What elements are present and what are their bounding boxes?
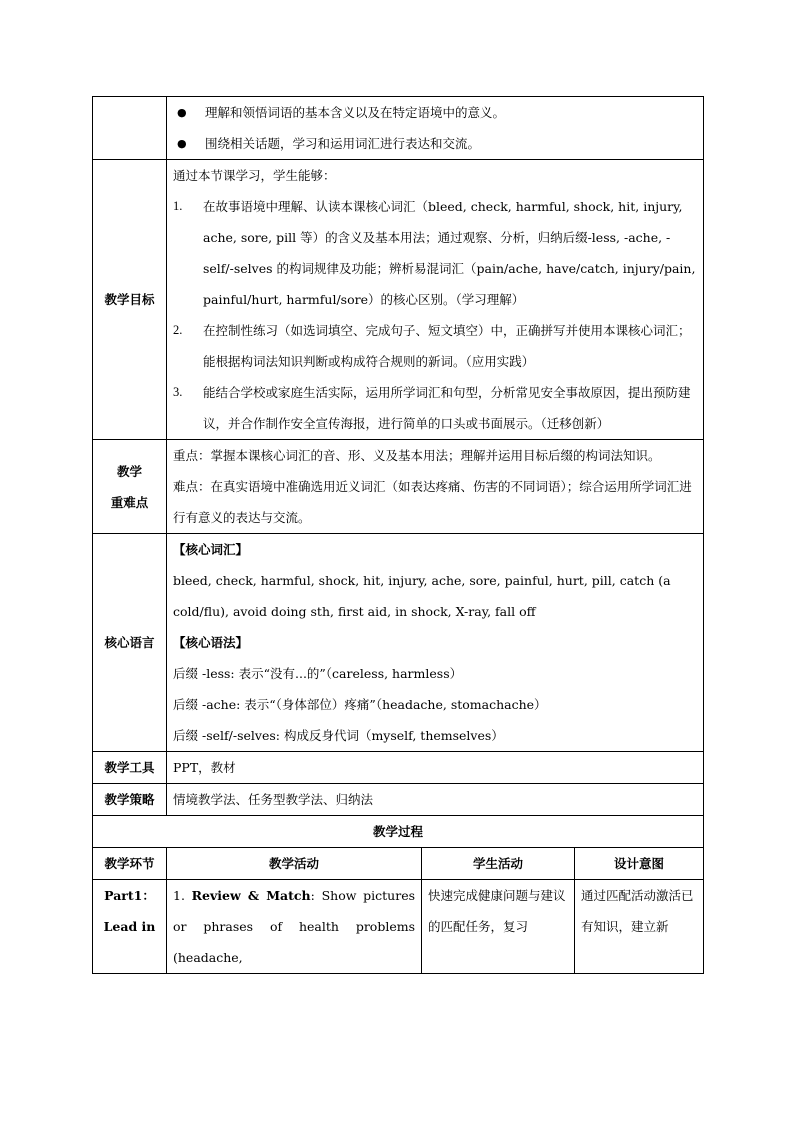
strategy-label: 教学策略: [93, 784, 167, 816]
goal-text: 在控制性练习（如选词填空、完成句子、短文填空）中，正确拼写并使用本课核心词汇；能根据构词法知识判断或构成符合规则的新词。（应用实践）: [203, 323, 691, 369]
key-points-label-line: 教学: [116, 463, 142, 479]
key-points-label-line: 重难点: [110, 494, 149, 510]
strategy-row: [93, 784, 704, 816]
objective-bullet: ● 理解和领悟词语的基本含义以及在特定语境中的意义。: [177, 97, 697, 128]
tools-row: [93, 752, 704, 784]
objectives-continuation-row: [93, 97, 704, 160]
goal-number: 3.: [173, 385, 183, 399]
activity-prefix: 1.: [173, 888, 192, 903]
grammar-line: 后缀 -less: 表示“没有...的”（careless, harmless）: [173, 666, 463, 681]
teaching-goals-intro: 通过本节课学习，学生能够：: [173, 168, 336, 183]
stage-line: Lead in: [103, 919, 156, 934]
lesson-plan-table: [92, 96, 704, 974]
activity-bold: Review & Match: [191, 888, 311, 903]
goal-item: [173, 191, 697, 315]
objective-bullet: ● 围绕相关话题，学习和运用词汇进行表达和交流。: [177, 128, 697, 159]
teaching-goals-label: 教学目标: [93, 160, 167, 440]
strategy-value: 情境教学法、任务型教学法、归纳法: [167, 784, 704, 816]
header-intent: 设计意图: [575, 848, 704, 880]
process-title-row: [93, 816, 704, 848]
process-title: 教学过程: [93, 816, 704, 848]
grammar-title: 【核心语法】: [173, 635, 249, 650]
core-language-row: [93, 534, 704, 752]
activity-text: : Show pictures or phrases of health problems (headache,: [173, 888, 416, 965]
stage-cell: [93, 880, 167, 974]
goal-item: [173, 315, 697, 377]
vocab-text: bleed, check, harmful, shock, hit, injury, ache, sore, painful, hurt, pill, catch (a cold/flu), avoid doing sth, first aid, in shock, X-ray, fall off: [173, 573, 671, 619]
goal-text: 能结合学校或家庭生活实际，运用所学词汇和句型，分析常见安全事故原因，提出预防建议，并合作制作安全宣传海报，进行简单的口头或书面展示。（迁移创新）: [203, 385, 691, 431]
header-stage: 教学环节: [93, 848, 167, 880]
grammar-line: 后缀 -self/-selves: 构成反身代词（myself, themselves）: [173, 728, 504, 743]
empty-label-cell: [93, 97, 167, 160]
core-language-label: 核心语言: [93, 534, 167, 752]
core-language-cell: [167, 534, 704, 752]
vocab-title: 【核心词汇】: [173, 542, 249, 557]
goal-text: 在故事语境中理解、认读本课核心词汇（bleed, check, harmful, shock, hit, injury, ache, sore, pill 等）的含义及基本用法；通过观察、分析，归纳后缀-less, -ache, -self/-selves 的构词规律及功能；辨析易混词汇（pain/ache, have/catch, injury/pain, painful/hurt, harmful/sore）的核心区别。（学习理解）: [203, 199, 696, 307]
student-cell: 快速完成健康问题与建议的匹配任务，复习: [422, 880, 575, 974]
difficult-point-text: 难点：在真实语境中准确选用近义词汇（如表达疼痛、伤害的不同词语）；综合运用所学词汇进行有意义的表达与交流。: [173, 479, 692, 525]
goal-number: 2.: [173, 323, 183, 337]
teaching-goals-cell: [167, 160, 704, 440]
header-activity: 教学活动: [167, 848, 422, 880]
activity-cell: [167, 880, 422, 974]
key-point-text: 重点：掌握本课核心词汇的音、形、义及基本用法；理解并运用目标后缀的构词法知识。: [173, 448, 661, 463]
key-points-label: [93, 440, 167, 534]
grammar-line: 后缀 -ache: 表示“（身体部位）疼痛”（headache, stomachache）: [173, 697, 547, 712]
header-student: 学生活动: [422, 848, 575, 880]
goal-item: [173, 377, 697, 439]
process-row: [93, 880, 704, 974]
key-points-cell: [167, 440, 704, 534]
tools-label: 教学工具: [93, 752, 167, 784]
teaching-goals-row: [93, 160, 704, 440]
intent-cell: 通过匹配活动激活已有知识，建立新: [575, 880, 704, 974]
lesson-plan-page: [92, 96, 703, 974]
goal-number: 1.: [173, 199, 183, 213]
key-points-row: [93, 440, 704, 534]
stage-line: Part1：: [104, 888, 155, 903]
tools-value: PPT，教材: [167, 752, 704, 784]
objectives-bullets-cell: [167, 97, 704, 160]
process-header-row: [93, 848, 704, 880]
